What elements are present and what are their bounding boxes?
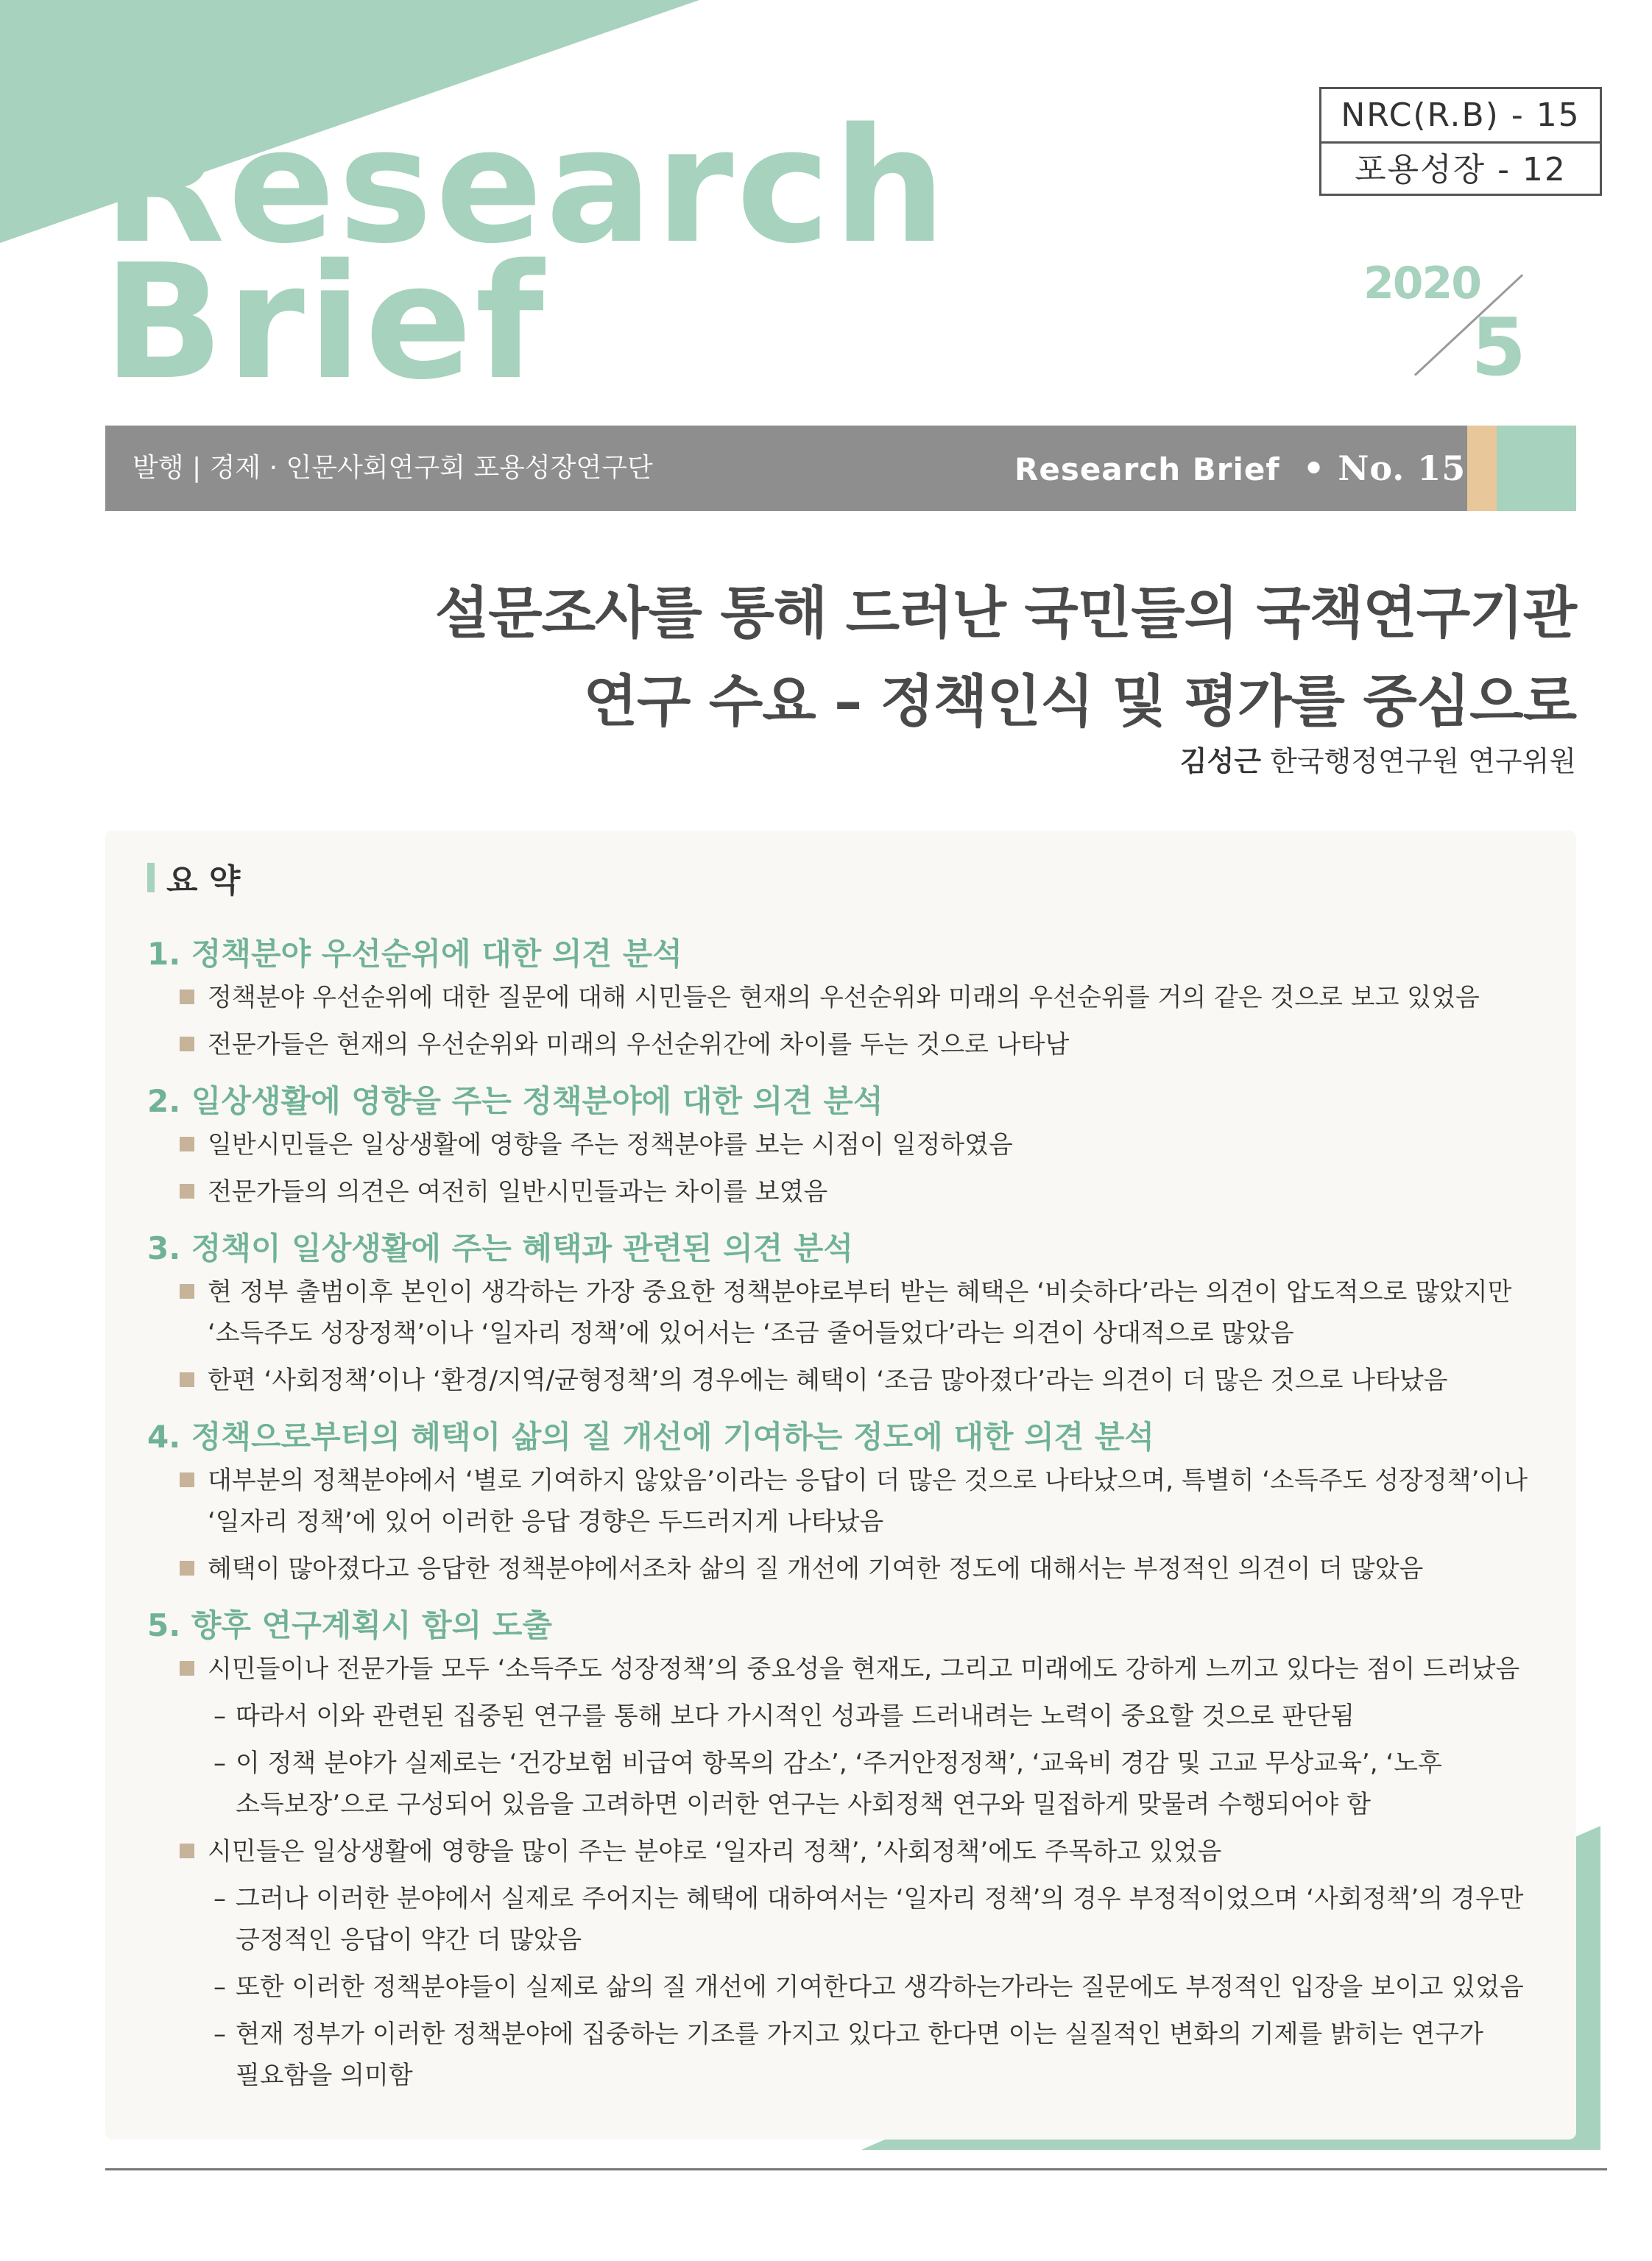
publication-code-inclusive: 포용성장 - 12: [1321, 141, 1600, 196]
publisher-label: 발행 | 경제 · 인문사회연구회 포용성장연구단: [133, 453, 653, 483]
list-item: 대부분의 정책분야에서 ‘별로 기여하지 않았음’이라는 응답이 더 많은 것으로 나타났으며, 특별히 ‘소득주도 성장정책’이나: [180, 1460, 1528, 1496]
sub-list-item: – 또한 이러한 정책분야들이 실제로 삶의 질 개선에 기여한다고 생각하는가라는 질문에도 부정적인 입장을 보이고 있었음: [213, 1972, 1524, 2002]
sub-list-item-continuation: 소득보장’으로 구성되어 있음을 고려하면 이러한 연구는 사회정책 연구와 밀접하게 맞물려 수행되어야 함: [236, 1790, 1371, 1819]
section-title-1: 1. 정책분야 우선순위에 대한 의견 분석: [147, 936, 682, 972]
footer-divider: [105, 2168, 1607, 2170]
bullet-square-icon: [180, 1472, 194, 1487]
issue-month: 5: [1471, 302, 1527, 394]
list-item: 전문가들은 현재의 우선순위와 미래의 우선순위간에 차이를 두는 것으로 나타남: [180, 1024, 1069, 1060]
issue-number: • No. 15: [1302, 448, 1466, 488]
author-affiliation: 한국행정연구원 연구위원: [1270, 745, 1576, 777]
author-name: 김성근: [1179, 745, 1262, 777]
sub-list-item-continuation: 필요함을 의미함: [236, 2061, 413, 2090]
sub-list-item: – 이 정책 분야가 실제로는 ‘건강보험 비급여 항목의 감소’, ‘주거안정정책’, ‘교육비 경감 및 고교 무상교육’, ‘노후: [213, 1749, 1442, 1778]
report-title-line-1: 설문조사를 통해 드러난 국민들의 국책연구기관: [434, 580, 1576, 646]
summary-heading-marker: [147, 863, 155, 892]
banner-accent-green: [1497, 426, 1576, 511]
bullet-square-icon: [180, 1844, 194, 1858]
issue-year: 2020: [1363, 258, 1480, 309]
bullet-square-icon: [180, 1372, 194, 1387]
bullet-square-icon: [180, 1037, 194, 1051]
list-item: 시민들이나 전문가들 모두 ‘소득주도 성장정책’의 중요성을 현재도, 그리고 미래에도 강하게 느끼고 있다는 점이 드러났음: [180, 1648, 1519, 1685]
bullet-square-icon: [180, 1284, 194, 1299]
section-title-5: 5. 향후 연구계획시 함의 도출: [147, 1607, 552, 1643]
sub-list-item: – 그러나 이러한 분야에서 실제로 주어지는 혜택에 대하여서는 ‘일자리 정책’의 경우 부정적이었으며 ‘사회정책’의 경우만: [213, 1884, 1524, 1913]
section-title-3: 3. 정책이 일상생활에 주는 혜택과 관련된 의견 분석: [147, 1230, 853, 1266]
author-line: [1180, 738, 1576, 779]
sub-list-item-continuation: 긍정적인 응답이 약간 더 많았음: [236, 1925, 582, 1955]
brand-title-brief: Brief: [103, 230, 547, 415]
bullet-square-icon: [180, 1661, 194, 1676]
publication-code-nrc: NRC(R.B) - 15: [1341, 96, 1581, 134]
sub-list-item: – 현재 정부가 이러한 정책분야에 집중하는 기조를 가지고 있다고 한다면 이는 실질적인 변화의 기제를 밝히는 연구가: [213, 2020, 1483, 2049]
report-title-line-2: 연구 수요 – 정책인식 및 평가를 중심으로: [583, 669, 1576, 734]
section-title-2: 2. 일상생활에 영향을 주는 정책분야에 대한 의견 분석: [147, 1083, 883, 1119]
list-item-continuation: ‘일자리 정책’에 있어 이러한 응답 경향은 두드러지게 나타났음: [208, 1507, 884, 1537]
bullet-square-icon: [180, 1184, 194, 1199]
series-name: Research Brief: [1014, 451, 1280, 487]
publication-code-box: [1319, 87, 1602, 196]
list-item-continuation: ‘소득주도 성장정책’이나 ‘일자리 정책’에 있어서는 ‘조금 줄어들었다’라는 의견이 상대적으로 많았음: [208, 1319, 1294, 1348]
list-item: 현 정부 출범이후 본인이 생각하는 가장 중요한 정책분야로부터 받는 혜택은 ‘비슷하다’라는 의견이 압도적으로 많았지만: [180, 1271, 1511, 1308]
bullet-square-icon: [180, 990, 194, 1004]
bullet-square-icon: [180, 1137, 194, 1151]
list-item: 시민들은 일상생활에 영향을 많이 주는 분야로 ‘일자리 정책’, ’사회정책’에도 주목하고 있었음: [180, 1831, 1221, 1867]
list-item: 한편 ‘사회정책’이나 ‘환경/지역/균형정책’의 경우에는 혜택이 ‘조금 많아졌다’라는 의견이 더 많은 것으로 나타났음: [180, 1360, 1448, 1396]
sub-list-item: – 따라서 이와 관련된 집중된 연구를 통해 보다 가시적인 성과를 드러내려는 노력이 중요할 것으로 판단됨: [213, 1701, 1355, 1731]
list-item: 전문가들의 의견은 여전히 일반시민들과는 차이를 보였음: [180, 1171, 827, 1207]
summary-heading: 요 약: [166, 862, 241, 900]
series-label: [1014, 426, 1466, 511]
section-title-4: 4. 정책으로부터의 혜택이 삶의 질 개선에 기여하는 정도에 대한 의견 분석: [147, 1419, 1154, 1455]
list-item: 정책분야 우선순위에 대한 질문에 대해 시민들은 현재의 우선순위와 미래의 우선순위를 거의 같은 것으로 보고 있었음: [180, 977, 1480, 1013]
brand-title-research: Research: [103, 94, 949, 278]
list-item: 일반시민들은 일상생활에 영향을 주는 정책분야를 보는 시점이 일정하였음: [180, 1124, 1013, 1160]
banner-accent-tan: [1467, 426, 1497, 511]
bullet-square-icon: [180, 1561, 194, 1576]
list-item: 혜택이 많아졌다고 응답한 정책분야에서조차 삶의 질 개선에 기여한 정도에 대해서는 부정적인 의견이 더 많았음: [180, 1548, 1423, 1584]
